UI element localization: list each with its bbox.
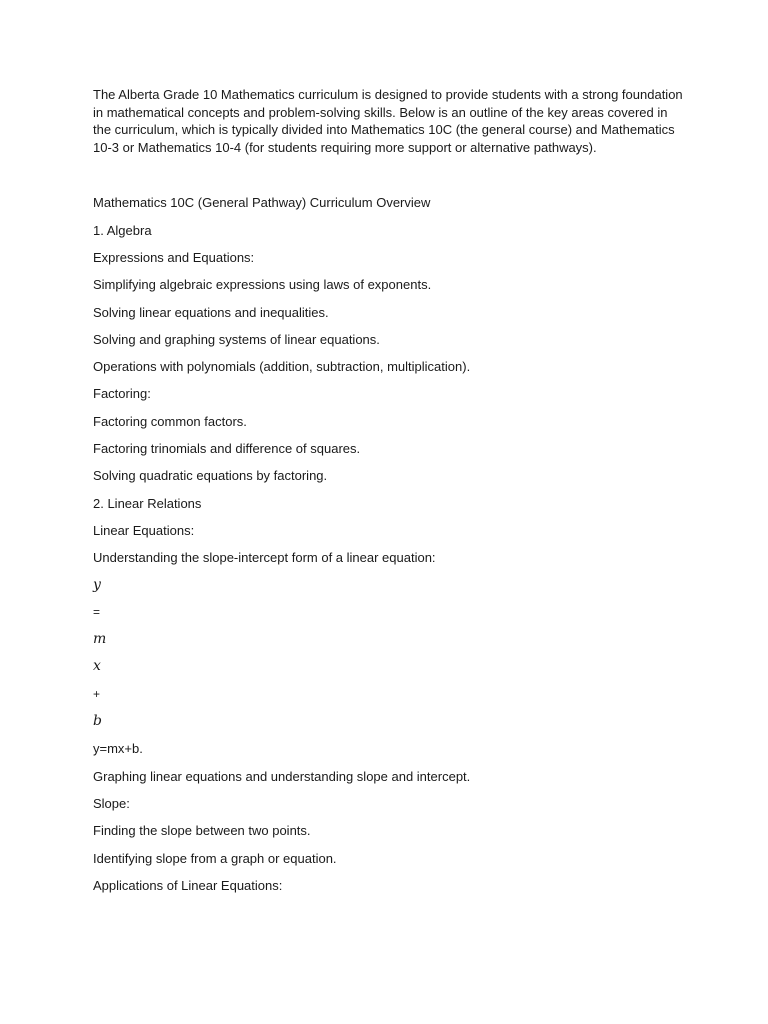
section-heading-algebra: 1. Algebra [93,222,152,238]
math-operator: + [93,686,101,701]
document-page [93,86,683,904]
subsection-heading: Applications of Linear Equations: [93,877,283,893]
curriculum-outline [93,194,683,904]
outline-item: Understanding the slope-intercept form of a linear equation: [93,550,436,566]
math-symbol: y [93,576,101,593]
outline-item: Simplifying algebraic expressions using laws of exponents. [93,277,432,293]
outline-item: Factoring common factors. [93,413,247,429]
outline-item: Graphing linear equations and understanding slope and intercept. [93,768,471,784]
subsection-heading: Expressions and Equations: [93,249,255,265]
math-symbol: x [93,658,101,675]
outline-item: Solving linear equations and inequalities. [93,304,329,320]
math-symbol: b [93,713,102,730]
outline-item: Operations with polynomials (addition, subtraction, multiplication). [93,359,471,375]
math-symbol: m [93,631,107,648]
intro-paragraph: The Alberta Grade 10 Mathematics curriculum is designed to provide students with a strong foundation in mathematical concepts and problem-solving skills. Below is an outline of the key areas covered in the curriculum, which is typically divided into Mathematics 10C (the general course) and Mathematics 10-3 or Mathematics 10-4 (for students requiring more support or alternative pathways). [93,87,683,155]
math-operator: = [93,604,101,619]
outline-item: Identifying slope from a graph or equation. [93,850,337,866]
outline-item: Solving quadratic equations by factoring. [93,468,328,484]
section-heading-linear-relations: 2. Linear Relations [93,495,202,511]
subsection-heading: Slope: [93,795,130,811]
subsection-heading: Factoring: [93,386,151,402]
equation-plain: y=mx+b. [93,741,143,757]
outline-item: Finding the slope between two points. [93,823,311,839]
subsection-heading: Linear Equations: [93,522,195,538]
outline-heading: Mathematics 10C (General Pathway) Curriculum Overview [93,195,431,211]
outline-item: Solving and graphing systems of linear equations. [93,331,380,347]
outline-item: Factoring trinomials and difference of squares. [93,441,361,457]
